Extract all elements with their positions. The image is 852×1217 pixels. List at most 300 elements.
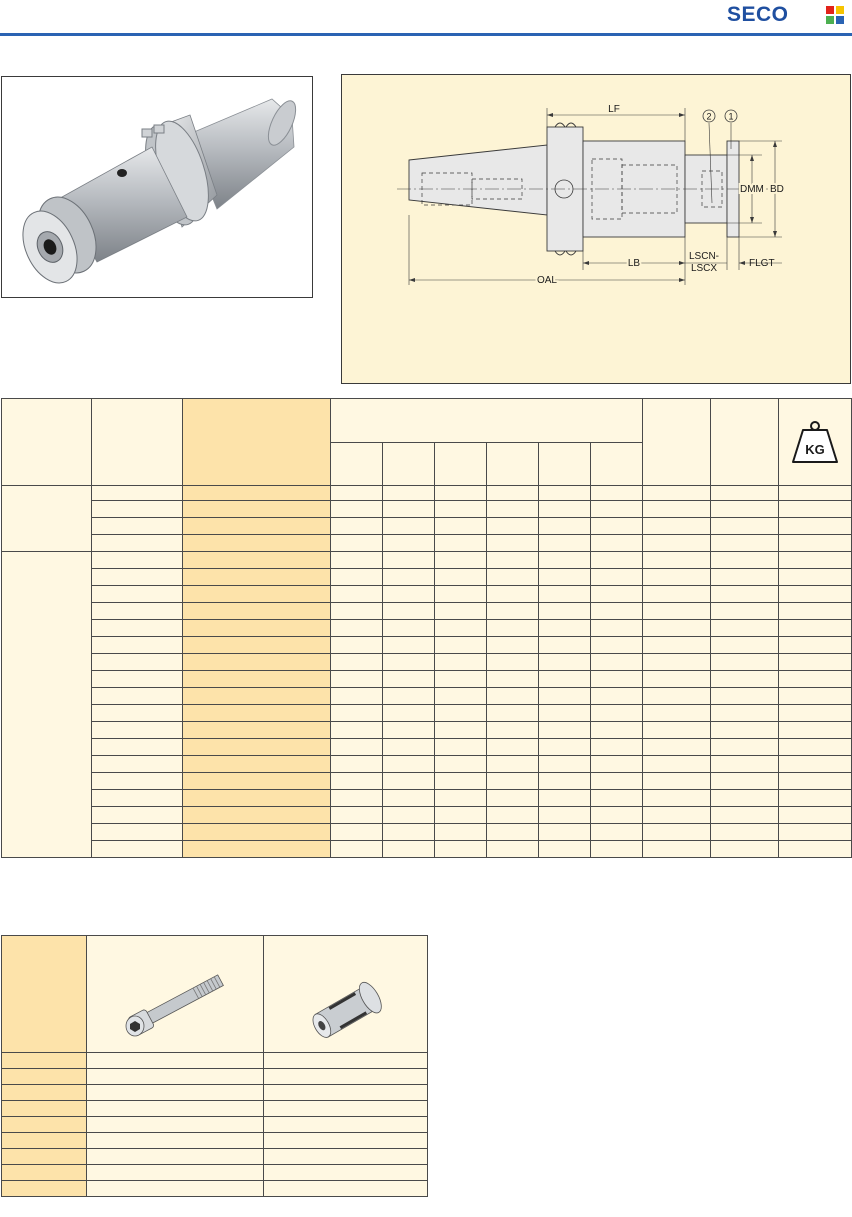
table-cell [331, 603, 383, 620]
table-cell [92, 486, 183, 501]
table-cell [435, 841, 487, 858]
table-cell [487, 671, 539, 688]
sub-header-cell [487, 443, 539, 486]
accessory-cell [87, 1101, 264, 1117]
table-cell [643, 722, 711, 739]
table-cell [331, 620, 383, 637]
table-row [2, 705, 852, 722]
sub-header-cell [331, 443, 383, 486]
table-cell [643, 501, 711, 518]
table-cell [779, 688, 852, 705]
table-cell [435, 501, 487, 518]
accessory-cell [264, 1149, 428, 1165]
header-group-cell [331, 399, 643, 443]
table-row [2, 518, 852, 535]
accessory-row [2, 1181, 428, 1197]
dim-lf: LF [608, 104, 620, 115]
table-cell [331, 705, 383, 722]
accessory-cell [264, 1133, 428, 1149]
table-cell [92, 824, 183, 841]
header-cell [2, 399, 92, 486]
accessory-row [2, 1133, 428, 1149]
table-cell [487, 620, 539, 637]
table-cell [383, 486, 435, 501]
table-cell [435, 586, 487, 603]
group-cell [2, 486, 92, 552]
table-cell [779, 620, 852, 637]
table-cell [643, 620, 711, 637]
header-cell [643, 399, 711, 486]
table-cell [779, 739, 852, 756]
table-cell [487, 841, 539, 858]
accessory-key-cell [2, 1181, 87, 1197]
table-cell [539, 756, 591, 773]
table-cell [591, 552, 643, 569]
table-cell [539, 569, 591, 586]
table-cell [383, 552, 435, 569]
table-cell [92, 518, 183, 535]
table-cell [383, 705, 435, 722]
table-cell [92, 569, 183, 586]
table-cell [435, 486, 487, 501]
table-cell [487, 756, 539, 773]
table-cell [539, 501, 591, 518]
table-cell [487, 807, 539, 824]
table-cell [591, 841, 643, 858]
table-row [2, 807, 852, 824]
table-row [2, 603, 852, 620]
table-cell [331, 654, 383, 671]
table-cell [539, 688, 591, 705]
table-cell [779, 586, 852, 603]
accessory-cell [87, 1117, 264, 1133]
accessory-cell [87, 1181, 264, 1197]
table-cell [92, 688, 183, 705]
table-cell [92, 637, 183, 654]
table-cell [487, 535, 539, 552]
highlight-cell [183, 671, 331, 688]
table-cell [643, 654, 711, 671]
table-cell [539, 790, 591, 807]
table-cell [539, 535, 591, 552]
table-cell [435, 773, 487, 790]
table-cell [643, 637, 711, 654]
table-cell [591, 486, 643, 501]
accessory-cell [87, 1165, 264, 1181]
table-row [2, 586, 852, 603]
table-cell [643, 790, 711, 807]
dim-flgt: FLGT [749, 258, 775, 269]
table-cell [711, 501, 779, 518]
table-cell [92, 501, 183, 518]
table-cell [331, 637, 383, 654]
table-cell [711, 552, 779, 569]
table-cell [711, 518, 779, 535]
table-cell [383, 773, 435, 790]
table-cell [383, 654, 435, 671]
accessories-table [1, 935, 428, 1197]
dim-lscx: LSCX [690, 263, 718, 274]
table-cell [643, 569, 711, 586]
table-cell [539, 841, 591, 858]
header-cell-main [183, 399, 331, 486]
table-cell [779, 841, 852, 858]
table-cell [539, 807, 591, 824]
table-cell [591, 756, 643, 773]
accessory-cell [264, 1181, 428, 1197]
table-cell [643, 688, 711, 705]
table-cell [92, 790, 183, 807]
accessory-row [2, 1053, 428, 1069]
table-cell [711, 790, 779, 807]
table-cell [643, 535, 711, 552]
table-cell [591, 824, 643, 841]
highlight-cell [183, 603, 331, 620]
table-cell [779, 705, 852, 722]
accessory-cell [264, 1101, 428, 1117]
table-row [2, 841, 852, 858]
table-row [2, 722, 852, 739]
table-cell [711, 586, 779, 603]
table-cell [591, 501, 643, 518]
table-cell [435, 756, 487, 773]
table-cell [591, 569, 643, 586]
accessory-key-cell [2, 1101, 87, 1117]
table-row [2, 620, 852, 637]
table-cell [711, 654, 779, 671]
table-cell [779, 501, 852, 518]
table-cell [591, 586, 643, 603]
table-cell [711, 535, 779, 552]
highlight-cell [183, 841, 331, 858]
table-cell [779, 824, 852, 841]
table-cell [435, 569, 487, 586]
table-cell [383, 603, 435, 620]
table-cell [331, 841, 383, 858]
highlight-cell [183, 620, 331, 637]
table-cell [779, 535, 852, 552]
table-cell [539, 603, 591, 620]
sub-header-cell [591, 443, 643, 486]
table-cell [331, 722, 383, 739]
highlight-cell [183, 705, 331, 722]
seco-logo [727, 5, 845, 27]
table-cell [779, 518, 852, 535]
dimension-drawing [342, 75, 850, 383]
table-cell [435, 535, 487, 552]
table-row [2, 790, 852, 807]
table-cell [591, 654, 643, 671]
table-cell [331, 501, 383, 518]
table-cell [383, 807, 435, 824]
table-cell [435, 790, 487, 807]
table-cell [487, 486, 539, 501]
reduction-sleeve-icon [264, 936, 428, 1047]
table-cell [92, 739, 183, 756]
table-cell [643, 841, 711, 858]
table-cell [92, 586, 183, 603]
accessory-cell [87, 1069, 264, 1085]
highlight-cell [183, 486, 331, 501]
table-cell [383, 620, 435, 637]
accessory-key-cell [2, 1069, 87, 1085]
table-cell [435, 688, 487, 705]
table-cell [643, 486, 711, 501]
table-cell [779, 671, 852, 688]
table-cell [92, 671, 183, 688]
accessory-row [2, 1149, 428, 1165]
tool-holder-image [2, 77, 312, 297]
accessory-key-cell [2, 1149, 87, 1165]
table-cell [92, 535, 183, 552]
highlight-cell [183, 824, 331, 841]
callout-2: 2 [706, 111, 712, 122]
screw-image-cell [87, 936, 264, 1053]
table-cell [331, 773, 383, 790]
table-cell [591, 688, 643, 705]
table-cell [779, 569, 852, 586]
table-row [2, 654, 852, 671]
table-cell [539, 518, 591, 535]
table-cell [435, 671, 487, 688]
accessory-row [2, 1165, 428, 1181]
technical-drawing [341, 74, 851, 384]
table-cell [539, 637, 591, 654]
highlight-cell [183, 637, 331, 654]
table-cell [487, 790, 539, 807]
table-cell [92, 807, 183, 824]
highlight-cell [183, 739, 331, 756]
table-cell [383, 518, 435, 535]
table-cell [539, 739, 591, 756]
table-cell [92, 773, 183, 790]
table-cell [383, 535, 435, 552]
table-cell [383, 671, 435, 688]
highlight-cell [183, 518, 331, 535]
table-cell [711, 756, 779, 773]
dim-lb: LB [627, 258, 641, 269]
table-cell [435, 552, 487, 569]
accessory-key-cell [2, 1133, 87, 1149]
table-cell [779, 637, 852, 654]
accessory-cell [264, 1053, 428, 1069]
table-cell [383, 586, 435, 603]
table-cell [331, 671, 383, 688]
table-cell [92, 756, 183, 773]
table-cell [643, 671, 711, 688]
table-cell [331, 688, 383, 705]
table-cell [383, 824, 435, 841]
accessory-row [2, 1117, 428, 1133]
table-cell [591, 603, 643, 620]
table-cell [591, 722, 643, 739]
table-row [2, 535, 852, 552]
table-cell [779, 654, 852, 671]
table-cell [92, 722, 183, 739]
table-cell [539, 722, 591, 739]
table-cell [435, 518, 487, 535]
table-cell [643, 705, 711, 722]
sub-header-cell [539, 443, 591, 486]
table-cell [643, 739, 711, 756]
highlight-cell [183, 722, 331, 739]
screw-icon [87, 936, 264, 1047]
table-cell [331, 569, 383, 586]
table-cell [487, 773, 539, 790]
table-cell [331, 486, 383, 501]
table-cell [92, 620, 183, 637]
table-cell [711, 773, 779, 790]
table-cell [591, 807, 643, 824]
highlight-cell [183, 569, 331, 586]
table-row [2, 501, 852, 518]
table-cell [435, 603, 487, 620]
header-cell [92, 399, 183, 486]
table-cell [539, 620, 591, 637]
table-cell [435, 654, 487, 671]
table-cell [539, 671, 591, 688]
table-cell [383, 688, 435, 705]
highlight-cell [183, 773, 331, 790]
table-cell [779, 603, 852, 620]
table-cell [435, 620, 487, 637]
table-cell [711, 807, 779, 824]
logo-wordmark: SECO [727, 3, 789, 26]
dim-bd: BD [770, 184, 784, 195]
table-cell [435, 739, 487, 756]
table-cell [435, 637, 487, 654]
table-cell [487, 603, 539, 620]
table-cell [711, 841, 779, 858]
table-cell [487, 586, 539, 603]
table-cell [539, 486, 591, 501]
specification-table [1, 398, 852, 858]
table-cell [779, 773, 852, 790]
accessory-key-cell [2, 1085, 87, 1101]
table-cell [643, 824, 711, 841]
header-rule [0, 33, 852, 36]
highlight-cell [183, 688, 331, 705]
table-cell [643, 807, 711, 824]
accessory-cell [264, 1085, 428, 1101]
table-cell [331, 535, 383, 552]
accessory-row [2, 1069, 428, 1085]
table-cell [591, 705, 643, 722]
table-row [2, 824, 852, 841]
table-cell [435, 824, 487, 841]
table-cell [331, 739, 383, 756]
table-cell [487, 637, 539, 654]
table-cell [92, 603, 183, 620]
table-cell [383, 501, 435, 518]
table-cell [591, 671, 643, 688]
highlight-cell [183, 790, 331, 807]
table-cell [487, 705, 539, 722]
table-cell [591, 790, 643, 807]
accessory-key-cell [2, 1117, 87, 1133]
table-cell [487, 722, 539, 739]
table-cell [591, 739, 643, 756]
table-cell [591, 620, 643, 637]
accessory-cell [87, 1133, 264, 1149]
table-cell [487, 518, 539, 535]
table-cell [779, 807, 852, 824]
table-cell [539, 824, 591, 841]
table-row [2, 756, 852, 773]
table-cell [331, 518, 383, 535]
table-cell [711, 603, 779, 620]
table-cell [487, 739, 539, 756]
table-cell [331, 824, 383, 841]
dim-lscn: LSCN- [688, 251, 720, 262]
table-row [2, 739, 852, 756]
table-cell [539, 773, 591, 790]
table-row [2, 486, 852, 501]
table-cell [383, 637, 435, 654]
accessory-key-cell [2, 1053, 87, 1069]
table-cell [331, 586, 383, 603]
table-cell [711, 486, 779, 501]
table-cell [539, 586, 591, 603]
highlight-cell [183, 586, 331, 603]
collet-image-cell [264, 936, 428, 1053]
weight-header-cell [779, 399, 852, 486]
table-row [2, 552, 852, 569]
accessory-header-cell [2, 936, 87, 1053]
table-cell [539, 552, 591, 569]
table-cell [331, 807, 383, 824]
table-cell [383, 739, 435, 756]
table-cell [487, 824, 539, 841]
dim-oal: OAL [536, 275, 558, 286]
table-cell [643, 756, 711, 773]
table-cell [711, 569, 779, 586]
header-cell [711, 399, 779, 486]
table-cell [539, 705, 591, 722]
accessory-cell [87, 1053, 264, 1069]
table-cell [591, 518, 643, 535]
table-row [2, 671, 852, 688]
table-cell [383, 569, 435, 586]
table-row [2, 569, 852, 586]
sub-header-cell [383, 443, 435, 486]
table-cell [779, 722, 852, 739]
table-cell [711, 722, 779, 739]
table-cell [779, 790, 852, 807]
table-cell [487, 569, 539, 586]
table-cell [487, 501, 539, 518]
highlight-cell [183, 535, 331, 552]
dim-dmm: DMM [740, 184, 764, 195]
table-cell [487, 552, 539, 569]
table-cell [92, 654, 183, 671]
callout-1: 1 [728, 111, 734, 122]
accessory-cell [87, 1085, 264, 1101]
accessory-cell [264, 1117, 428, 1133]
table-cell [643, 518, 711, 535]
table-cell [383, 722, 435, 739]
table-cell [435, 705, 487, 722]
table-cell [383, 841, 435, 858]
highlight-cell [183, 756, 331, 773]
table-cell [643, 603, 711, 620]
table-cell [711, 620, 779, 637]
table-cell [331, 756, 383, 773]
table-cell [711, 688, 779, 705]
accessory-row [2, 1085, 428, 1101]
table-cell [435, 807, 487, 824]
table-cell [643, 586, 711, 603]
